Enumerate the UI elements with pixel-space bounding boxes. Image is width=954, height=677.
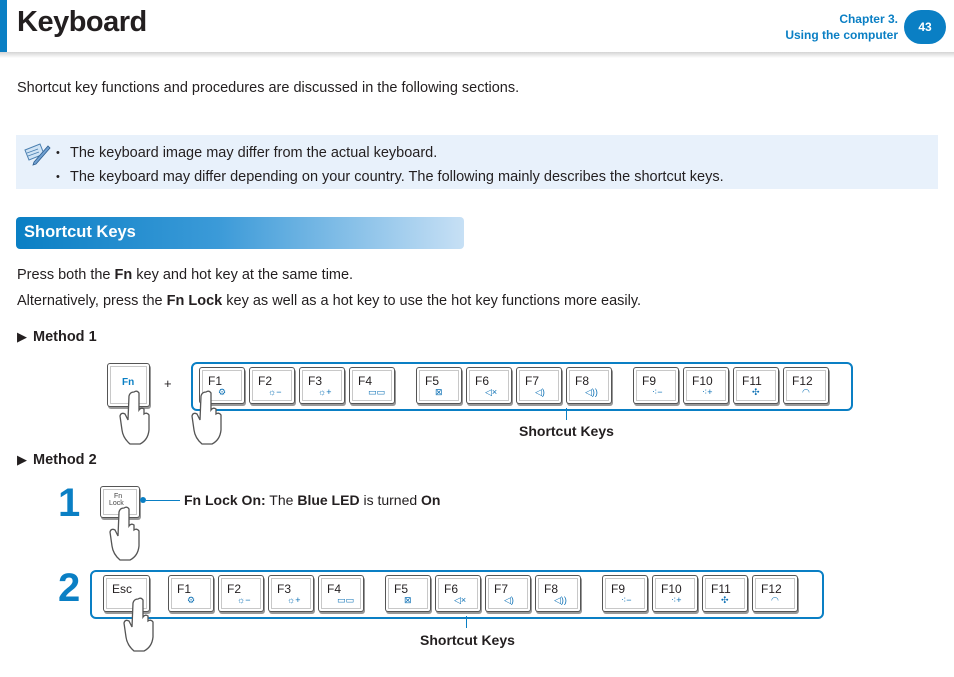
para-text: Press both the bbox=[17, 267, 115, 283]
volume-down-icon: ◁) bbox=[535, 387, 545, 397]
function-key-f2 bbox=[249, 367, 295, 404]
instruction-paragraph-1 bbox=[17, 267, 353, 283]
triangle-bullet-icon: ▶ bbox=[17, 329, 27, 344]
function-key-label: F2 bbox=[227, 582, 242, 596]
header-divider bbox=[0, 52, 954, 58]
chapter-number: Chapter 3. bbox=[839, 12, 898, 26]
function-key-f5 bbox=[416, 367, 462, 404]
display-switch-icon: ▭▭ bbox=[337, 595, 355, 605]
function-key-label: F5 bbox=[394, 582, 409, 596]
function-key-label: F8 bbox=[575, 374, 590, 388]
note-item: • The keyboard may differ depending on your country. The following mainly describes the shortcut keys. bbox=[56, 165, 724, 189]
wireless-icon: ◠ bbox=[771, 595, 779, 605]
note-pencil-icon bbox=[22, 140, 52, 168]
function-key-label: F7 bbox=[525, 374, 540, 388]
fn-lock-key-label-2: Lock bbox=[109, 500, 124, 507]
function-key-label: F10 bbox=[692, 374, 713, 388]
callout-line bbox=[146, 500, 180, 501]
touchpad-off-icon: ⊠ bbox=[435, 387, 443, 397]
fn-key-label: Fn bbox=[122, 377, 135, 388]
function-key-label: F11 bbox=[742, 374, 762, 388]
callout-line bbox=[566, 408, 567, 420]
function-key-f9 bbox=[633, 367, 679, 404]
function-key-f11 bbox=[733, 367, 779, 404]
triangle-bullet-icon: ▶ bbox=[17, 452, 27, 467]
volume-down-icon: ◁) bbox=[504, 595, 514, 605]
function-key-f8 bbox=[535, 575, 581, 612]
intro-text: Shortcut key functions and procedures are discussed in the following sections. bbox=[17, 80, 520, 96]
para-text: key as well as a hot key to use the hot key functions more easily. bbox=[222, 293, 642, 309]
keyboard-light-up-icon: ⁖+ bbox=[702, 387, 713, 397]
function-key-label: F6 bbox=[475, 374, 490, 388]
section-title: Shortcut Keys bbox=[24, 223, 136, 241]
function-key-f3 bbox=[268, 575, 314, 612]
function-key-label: F7 bbox=[494, 582, 509, 596]
brightness-down-icon: ☼− bbox=[268, 387, 282, 397]
function-key-f12 bbox=[752, 575, 798, 612]
function-key-label: F3 bbox=[277, 582, 292, 596]
touchpad-off-icon: ⊠ bbox=[404, 595, 412, 605]
function-key-label: F3 bbox=[308, 374, 323, 388]
method-label: Method 2 bbox=[33, 452, 97, 468]
page-number-badge: 43 bbox=[904, 10, 946, 44]
function-key-label: F12 bbox=[761, 582, 782, 596]
function-key-f1 bbox=[168, 575, 214, 612]
fn-key-term: Fn bbox=[114, 267, 133, 283]
keyboard-light-down-icon: ⁖− bbox=[652, 387, 663, 397]
function-key-label: F5 bbox=[425, 374, 440, 388]
function-key-f10 bbox=[683, 367, 729, 404]
fan-icon: ✣ bbox=[721, 595, 729, 605]
callout-text: The bbox=[265, 492, 298, 508]
function-key-f12 bbox=[783, 367, 829, 404]
brightness-down-icon: ☼− bbox=[237, 595, 251, 605]
plus-sign: + bbox=[164, 376, 172, 391]
pressing-hand-icon bbox=[108, 506, 144, 562]
callout-line bbox=[466, 616, 467, 628]
function-key-f5 bbox=[385, 575, 431, 612]
display-switch-icon: ▭▭ bbox=[368, 387, 386, 397]
settings-icon: ⚙ bbox=[218, 387, 227, 397]
function-key-label: F1 bbox=[208, 374, 223, 388]
function-key-label: F4 bbox=[327, 582, 342, 596]
esc-key-label: Esc bbox=[112, 582, 133, 596]
function-key-f9 bbox=[602, 575, 648, 612]
function-key-f4 bbox=[349, 367, 395, 404]
method-1-heading bbox=[17, 329, 97, 345]
callout-text: is turned bbox=[359, 492, 422, 508]
function-key-f7 bbox=[516, 367, 562, 404]
method-label: Method 1 bbox=[33, 329, 97, 345]
para-text: Alternatively, press the bbox=[17, 293, 167, 309]
fn-lock-key-label-1: Fn bbox=[114, 493, 123, 500]
shortcut-keys-caption-2: Shortcut Keys bbox=[420, 632, 515, 648]
function-key-f3 bbox=[299, 367, 345, 404]
note-item: • The keyboard image may differ from the actual keyboard. bbox=[56, 141, 724, 165]
fn-lock-callout bbox=[184, 492, 441, 508]
function-key-f2 bbox=[218, 575, 264, 612]
step-number-1: 1 bbox=[58, 481, 81, 525]
title-accent-bar bbox=[0, 0, 7, 52]
note-list bbox=[56, 141, 724, 189]
callout-bold: Blue LED bbox=[297, 492, 360, 508]
callout-bold: On bbox=[421, 492, 441, 508]
function-key-label: F1 bbox=[177, 582, 192, 596]
shortcut-keys-caption-1: Shortcut Keys bbox=[519, 423, 614, 439]
method-2-heading bbox=[17, 452, 97, 468]
page-title: Keyboard bbox=[17, 6, 147, 38]
function-key-label: F10 bbox=[661, 582, 682, 596]
mute-icon: ◁× bbox=[485, 387, 498, 397]
step-number-2: 2 bbox=[58, 566, 81, 610]
function-key-label: F11 bbox=[711, 582, 731, 596]
function-key-label: F8 bbox=[544, 582, 559, 596]
function-key-f6 bbox=[435, 575, 481, 612]
chapter-label bbox=[785, 11, 898, 43]
function-key-label: F4 bbox=[358, 374, 373, 388]
settings-icon: ⚙ bbox=[187, 595, 196, 605]
callout-bold: Fn Lock On: bbox=[184, 492, 266, 508]
pressing-hand-icon bbox=[190, 390, 226, 446]
fan-icon: ✣ bbox=[752, 387, 760, 397]
fn-lock-term: Fn Lock bbox=[166, 293, 223, 309]
pressing-hand-icon bbox=[118, 390, 154, 446]
volume-up-icon: ◁)) bbox=[585, 387, 598, 397]
function-key-label: F9 bbox=[611, 582, 626, 596]
function-key-label: F12 bbox=[792, 374, 813, 388]
brightness-up-icon: ☼+ bbox=[318, 387, 332, 397]
instruction-paragraph-2 bbox=[17, 293, 641, 309]
para-text: key and hot key at the same time. bbox=[132, 267, 354, 283]
chapter-subtitle: Using the computer bbox=[785, 28, 898, 42]
function-key-label: F9 bbox=[642, 374, 657, 388]
function-key-f7 bbox=[485, 575, 531, 612]
keyboard-light-up-icon: ⁖+ bbox=[671, 595, 682, 605]
volume-up-icon: ◁)) bbox=[554, 595, 567, 605]
function-key-f10 bbox=[652, 575, 698, 612]
function-key-label: F6 bbox=[444, 582, 459, 596]
function-key-f11 bbox=[702, 575, 748, 612]
mute-icon: ◁× bbox=[454, 595, 467, 605]
keyboard-light-down-icon: ⁖− bbox=[621, 595, 632, 605]
function-key-f4 bbox=[318, 575, 364, 612]
function-key-label: F2 bbox=[258, 374, 273, 388]
function-key-f6 bbox=[466, 367, 512, 404]
pressing-hand-icon bbox=[122, 597, 158, 653]
function-key-f8 bbox=[566, 367, 612, 404]
wireless-icon: ◠ bbox=[802, 387, 810, 397]
brightness-up-icon: ☼+ bbox=[287, 595, 301, 605]
